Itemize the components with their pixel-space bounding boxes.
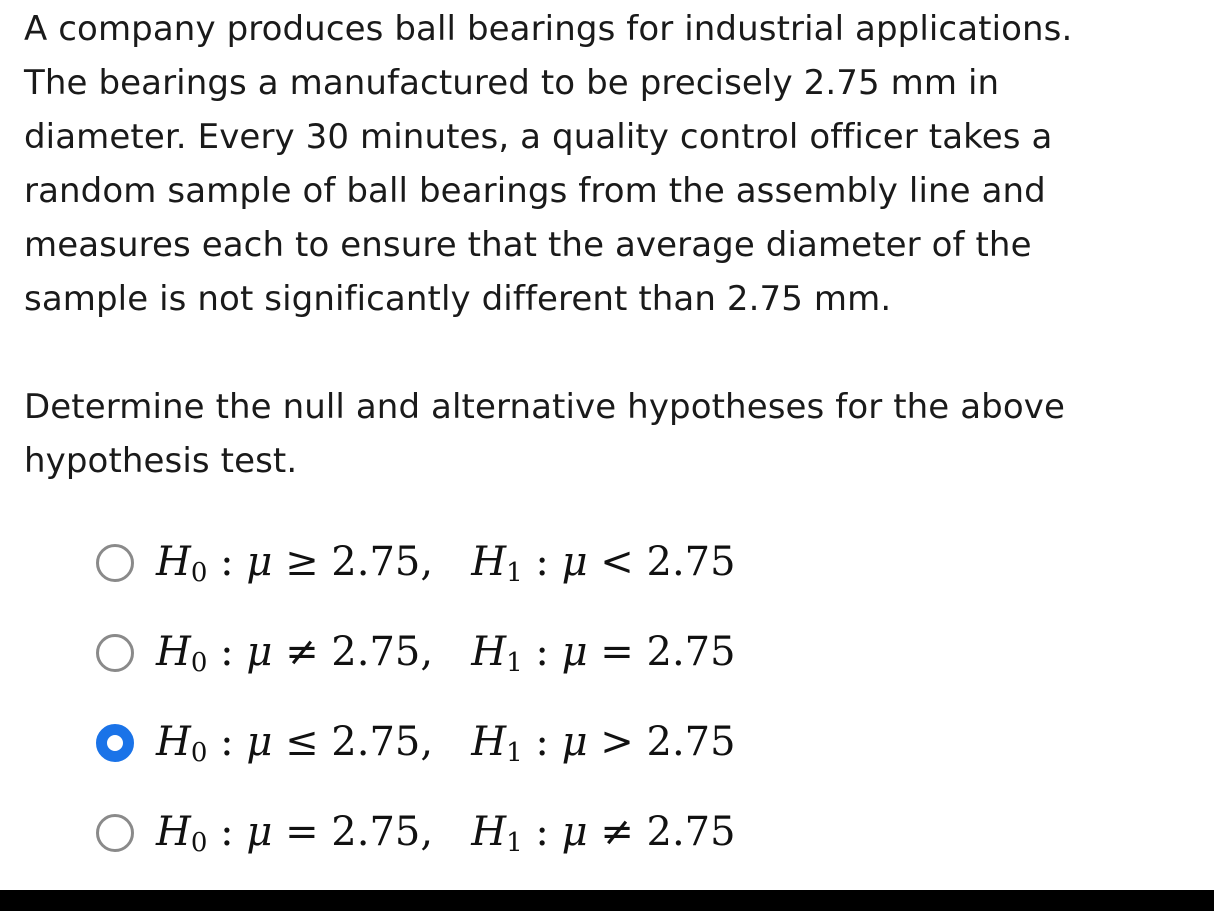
h1-value: 2.75 bbox=[646, 538, 736, 585]
answer-options bbox=[96, 518, 996, 878]
answer-option-2[interactable] bbox=[96, 608, 996, 698]
radio-button-2[interactable] bbox=[96, 634, 134, 672]
hypothesis-expression: $H_0$ : μ ≥ 2.75, $H_1$ : μ < 2.75 bbox=[156, 538, 736, 588]
h0-value: 2.75 bbox=[331, 718, 421, 765]
hypothesis-expression: $H_0$ : μ ≠ 2.75, $H_1$ : μ = 2.75 bbox=[156, 628, 736, 678]
radio-button-3-selected[interactable] bbox=[96, 724, 134, 762]
hypothesis-expression: $H_0$ : μ = 2.75, $H_1$ : μ ≠ 2.75 bbox=[156, 808, 736, 858]
radio-button-4[interactable] bbox=[96, 814, 134, 852]
h1-value: 2.75 bbox=[646, 628, 736, 675]
problem-line: sample is not significantly different than 2.75 mm. bbox=[24, 279, 892, 319]
h1-sign: ≠ bbox=[600, 808, 634, 855]
problem-line: The bearings a manufactured to be precisely 2.75 mm in bbox=[24, 63, 1000, 103]
answer-option-4[interactable] bbox=[96, 788, 996, 878]
problem-statement bbox=[24, 2, 1194, 326]
problem-line: A company produces ball bearings for industrial applications. bbox=[24, 9, 1073, 49]
problem-line: diameter. Every 30 minutes, a quality control officer takes a bbox=[24, 117, 1053, 157]
h0-sign: = bbox=[285, 808, 319, 855]
hypothesis-expression: $H_0$ : μ ≤ 2.75, $H_1$ : μ > 2.75 bbox=[156, 718, 736, 768]
h0-value: 2.75 bbox=[331, 628, 421, 675]
question-line: hypothesis test. bbox=[24, 441, 298, 481]
h1-value: 2.75 bbox=[646, 718, 736, 765]
h1-value: 2.75 bbox=[646, 808, 736, 855]
h1-sign: = bbox=[600, 628, 634, 675]
h0-value: 2.75 bbox=[331, 808, 421, 855]
bottom-bar bbox=[0, 890, 1214, 911]
question-line: Determine the null and alternative hypotheses for the above bbox=[24, 387, 1065, 427]
question-prompt bbox=[24, 380, 1194, 488]
problem-line: random sample of ball bearings from the assembly line and bbox=[24, 171, 1046, 211]
h0-sign: ≤ bbox=[285, 718, 319, 765]
h0-sign: ≥ bbox=[285, 538, 319, 585]
h0-value: 2.75 bbox=[331, 538, 421, 585]
radio-button-1[interactable] bbox=[96, 544, 134, 582]
h1-sign: > bbox=[600, 718, 634, 765]
h1-sign: < bbox=[600, 538, 634, 585]
answer-option-1[interactable] bbox=[96, 518, 996, 608]
answer-option-3[interactable] bbox=[96, 698, 996, 788]
h0-sign: ≠ bbox=[285, 628, 319, 675]
problem-line: measures each to ensure that the average diameter of the bbox=[24, 225, 1032, 265]
